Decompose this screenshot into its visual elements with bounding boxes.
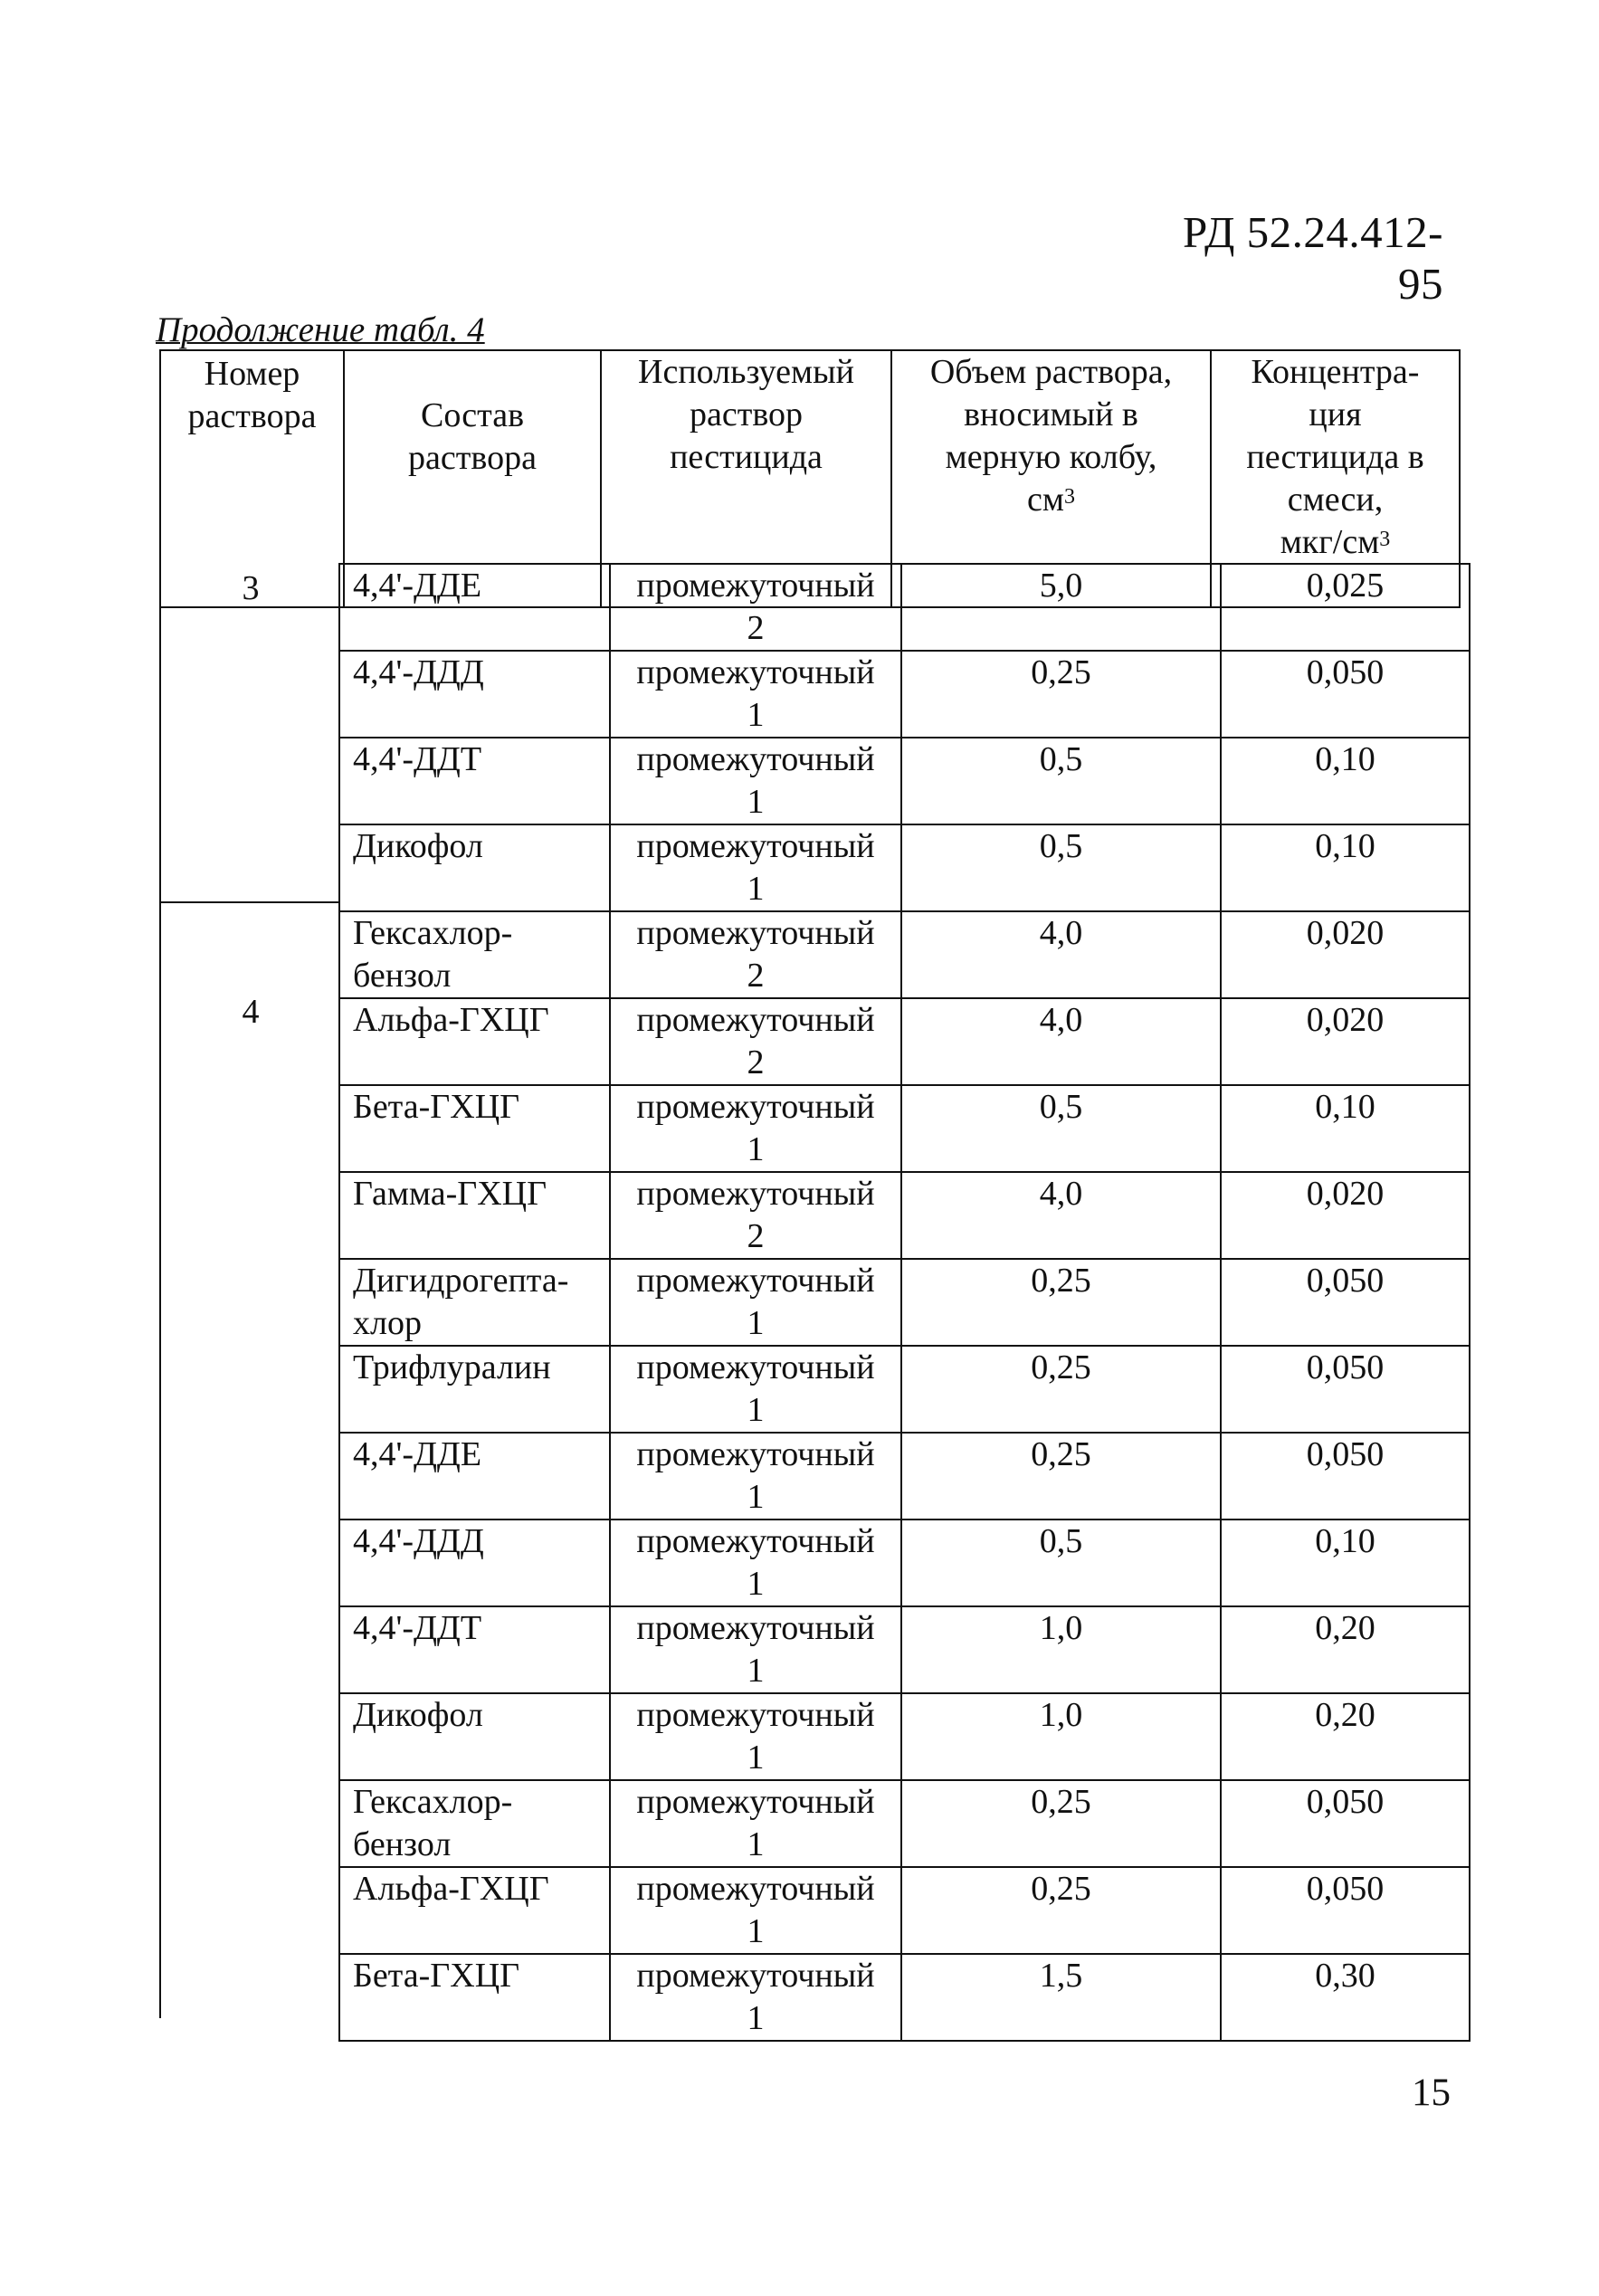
- composition-cell: [339, 564, 610, 651]
- concentration-cell: 0,020: [1221, 911, 1470, 998]
- table-row: [339, 1259, 1470, 1346]
- volume-cell: 1,0: [901, 1606, 1221, 1693]
- table-row: [339, 1954, 1470, 2041]
- concentration-cell: 0,050: [1221, 1346, 1470, 1433]
- solution-cell-line: 1: [747, 1304, 765, 1342]
- composition-cell: [339, 1259, 610, 1346]
- composition-cell-line: 4,4'-ДДТ: [353, 1609, 482, 1647]
- solution-cell: [610, 564, 901, 651]
- composition-cell: [339, 1780, 610, 1867]
- table-row: [339, 651, 1470, 738]
- composition-cell-line: 4,4'-ДДЕ: [353, 1435, 482, 1473]
- solution-cell-line: промежуточный: [636, 1609, 875, 1647]
- volume-cell: 5,0: [901, 564, 1221, 651]
- composition-cell-line: 4,4'-ДДД: [353, 1522, 484, 1560]
- solution-cell-line: 1: [747, 1130, 765, 1168]
- composition-cell: [339, 1172, 610, 1259]
- composition-cell: [339, 911, 610, 998]
- superscript: 3: [1379, 528, 1391, 551]
- header-line: ция: [1309, 395, 1362, 433]
- solution-cell-line: 1: [747, 1478, 765, 1516]
- table-row: [339, 1433, 1470, 1520]
- solution-cell-line: промежуточный: [636, 740, 875, 778]
- table-caption: Продолжение табл. 4: [156, 310, 485, 349]
- solution-cell-line: промежуточный: [636, 1348, 875, 1386]
- header-line: мкг/см: [1280, 523, 1380, 561]
- header-line: раствор: [689, 395, 804, 433]
- header-line: Концентра-: [1251, 353, 1420, 391]
- composition-cell: [339, 1433, 610, 1520]
- volume-cell: 4,0: [901, 998, 1221, 1085]
- composition-cell-line: Гексахлор-: [353, 1783, 513, 1821]
- composition-cell: [339, 1346, 610, 1433]
- composition-cell-line: Гексахлор-: [353, 914, 513, 952]
- concentration-cell: 0,20: [1221, 1606, 1470, 1693]
- solution-cell-line: 2: [747, 1043, 765, 1081]
- header-line: вносимый в: [964, 395, 1138, 433]
- superscript: 3: [1063, 485, 1075, 509]
- concentration-cell: 0,050: [1221, 1433, 1470, 1520]
- table-row: [339, 1346, 1470, 1433]
- header-line: раствора: [187, 397, 317, 435]
- composition-cell-line: хлор: [353, 1304, 422, 1342]
- solution-cell-line: промежуточный: [636, 1088, 875, 1126]
- table-row: [339, 738, 1470, 824]
- composition-cell: [339, 1867, 610, 1954]
- solution-cell-line: промежуточный: [636, 1957, 875, 1995]
- concentration-cell: 0,10: [1221, 738, 1470, 824]
- composition-cell: [339, 1954, 610, 2041]
- solution-cell-line: промежуточный: [636, 1522, 875, 1560]
- concentration-cell: 0,050: [1221, 1867, 1470, 1954]
- header-line: см: [1027, 481, 1064, 519]
- data-table: [338, 563, 1471, 2042]
- solution-cell: [610, 1867, 901, 1954]
- page-number: 15: [1412, 2072, 1451, 2114]
- solution-cell-line: промежуточный: [636, 1001, 875, 1039]
- composition-cell: [339, 1085, 610, 1172]
- solution-cell-line: промежуточный: [636, 567, 875, 605]
- table-row: [339, 1520, 1470, 1606]
- table-row: [339, 1867, 1470, 1954]
- composition-cell: [339, 824, 610, 911]
- composition-cell-line: Трифлуралин: [353, 1348, 551, 1386]
- solution-cell-line: 1: [747, 1652, 765, 1690]
- solution-cell-line: 1: [747, 696, 765, 734]
- concentration-cell: 0,050: [1221, 651, 1470, 738]
- composition-cell: [339, 1606, 610, 1693]
- composition-cell: [339, 651, 610, 738]
- solution-cell: [610, 1780, 901, 1867]
- composition-cell-line: 4,4'-ДДТ: [353, 740, 482, 778]
- solution-cell-line: промежуточный: [636, 1262, 875, 1300]
- header-line: Номер: [204, 355, 300, 393]
- composition-cell-line: бензол: [353, 957, 452, 995]
- composition-cell-line: 4,4'-ДДЕ: [353, 567, 482, 605]
- volume-cell: 1,5: [901, 1954, 1221, 2041]
- solution-cell-line: промежуточный: [636, 653, 875, 691]
- volume-cell: 4,0: [901, 1172, 1221, 1259]
- solution-cell-line: 1: [747, 783, 765, 821]
- table-row: [339, 1693, 1470, 1780]
- table-row: [339, 824, 1470, 911]
- composition-cell-line: Бета-ГХЦГ: [353, 1088, 520, 1126]
- volume-cell: 0,25: [901, 1780, 1221, 1867]
- header-line: раствора: [408, 439, 537, 477]
- volume-cell: 0,25: [901, 1346, 1221, 1433]
- solution-cell: [610, 1606, 901, 1693]
- solution-cell: [610, 1259, 901, 1346]
- solution-cell-line: промежуточный: [636, 1783, 875, 1821]
- volume-cell: 4,0: [901, 911, 1221, 998]
- solution-cell-line: 2: [747, 1217, 765, 1255]
- concentration-cell: 0,020: [1221, 1172, 1470, 1259]
- solution-cell: [610, 1954, 901, 2041]
- header-line: пестицида в: [1246, 438, 1424, 476]
- volume-cell: 0,5: [901, 1085, 1221, 1172]
- concentration-cell: 0,10: [1221, 824, 1470, 911]
- header-line: смеси,: [1287, 481, 1384, 519]
- solution-number: 4: [242, 993, 260, 1031]
- table-row: [339, 1606, 1470, 1693]
- table-row: [339, 564, 1470, 651]
- composition-cell-line: Гамма-ГХЦГ: [353, 1175, 547, 1213]
- volume-cell: 0,25: [901, 1867, 1221, 1954]
- solution-cell-line: 1: [747, 1739, 765, 1777]
- solution-group-3: [159, 563, 340, 903]
- solution-cell-line: 1: [747, 1999, 765, 2037]
- solution-cell-line: промежуточный: [636, 827, 875, 865]
- solution-cell-line: 1: [747, 870, 765, 908]
- solution-cell: [610, 1693, 901, 1780]
- solution-number: 3: [242, 569, 260, 607]
- solution-cell: [610, 911, 901, 998]
- volume-cell: 0,25: [901, 1433, 1221, 1520]
- composition-cell-line: Альфа-ГХЦГ: [353, 1001, 549, 1039]
- composition-cell-line: бензол: [353, 1825, 452, 1863]
- header-line: Объем раствора,: [929, 353, 1173, 391]
- solution-cell: [610, 824, 901, 911]
- volume-cell: 0,5: [901, 824, 1221, 911]
- solution-cell: [610, 738, 901, 824]
- solution-cell-line: промежуточный: [636, 1435, 875, 1473]
- document-code: РД 52.24.412-95: [1182, 207, 1443, 309]
- solution-cell: [610, 1346, 901, 1433]
- composition-cell: [339, 738, 610, 824]
- concentration-cell: 0,30: [1221, 1954, 1470, 2041]
- table-row: [339, 1172, 1470, 1259]
- solution-cell-line: 1: [747, 1825, 765, 1863]
- table-row: [339, 1085, 1470, 1172]
- solution-cell: [610, 1520, 901, 1606]
- header-line: пестицида: [670, 438, 823, 476]
- solution-cell-line: 1: [747, 1391, 765, 1429]
- solution-group-4: [159, 903, 340, 2018]
- concentration-cell: 0,10: [1221, 1085, 1470, 1172]
- volume-cell: 0,5: [901, 738, 1221, 824]
- solution-cell-line: промежуточный: [636, 914, 875, 952]
- solution-cell-line: промежуточный: [636, 1175, 875, 1213]
- concentration-cell: 0,10: [1221, 1520, 1470, 1606]
- composition-cell-line: Дикофол: [353, 1696, 483, 1734]
- composition-cell-line: Альфа-ГХЦГ: [353, 1870, 549, 1908]
- solution-cell-line: промежуточный: [636, 1870, 875, 1908]
- solution-cell: [610, 1085, 901, 1172]
- solution-cell: [610, 1172, 901, 1259]
- volume-cell: 0,25: [901, 1259, 1221, 1346]
- solution-cell: [610, 998, 901, 1085]
- composition-cell: [339, 1520, 610, 1606]
- solution-cell: [610, 1433, 901, 1520]
- volume-cell: 0,5: [901, 1520, 1221, 1606]
- volume-cell: 0,25: [901, 651, 1221, 738]
- composition-cell: [339, 1693, 610, 1780]
- composition-cell-line: Дигидрогепта-: [353, 1262, 569, 1300]
- composition-cell: [339, 998, 610, 1085]
- concentration-cell: 0,050: [1221, 1259, 1470, 1346]
- concentration-cell: 0,025: [1221, 564, 1470, 651]
- concentration-cell: 0,20: [1221, 1693, 1470, 1780]
- solution-cell: [610, 651, 901, 738]
- header-line: Состав: [420, 396, 525, 434]
- concentration-cell: 0,020: [1221, 998, 1470, 1085]
- table-row: [339, 998, 1470, 1085]
- volume-cell: 1,0: [901, 1693, 1221, 1780]
- solution-cell-line: 1: [747, 1912, 765, 1950]
- solution-cell-line: промежуточный: [636, 1696, 875, 1734]
- solution-cell-line: 2: [747, 957, 765, 995]
- composition-cell-line: 4,4'-ДДД: [353, 653, 484, 691]
- header-line: Используемый: [638, 353, 854, 391]
- header-line: мерную колбу,: [945, 438, 1157, 476]
- solution-cell-line: 2: [747, 609, 765, 647]
- table-row: [339, 1780, 1470, 1867]
- composition-cell-line: Дикофол: [353, 827, 483, 865]
- concentration-cell: 0,050: [1221, 1780, 1470, 1867]
- table-row: [339, 911, 1470, 998]
- solution-cell-line: 1: [747, 1565, 765, 1603]
- composition-cell-line: Бета-ГХЦГ: [353, 1957, 520, 1995]
